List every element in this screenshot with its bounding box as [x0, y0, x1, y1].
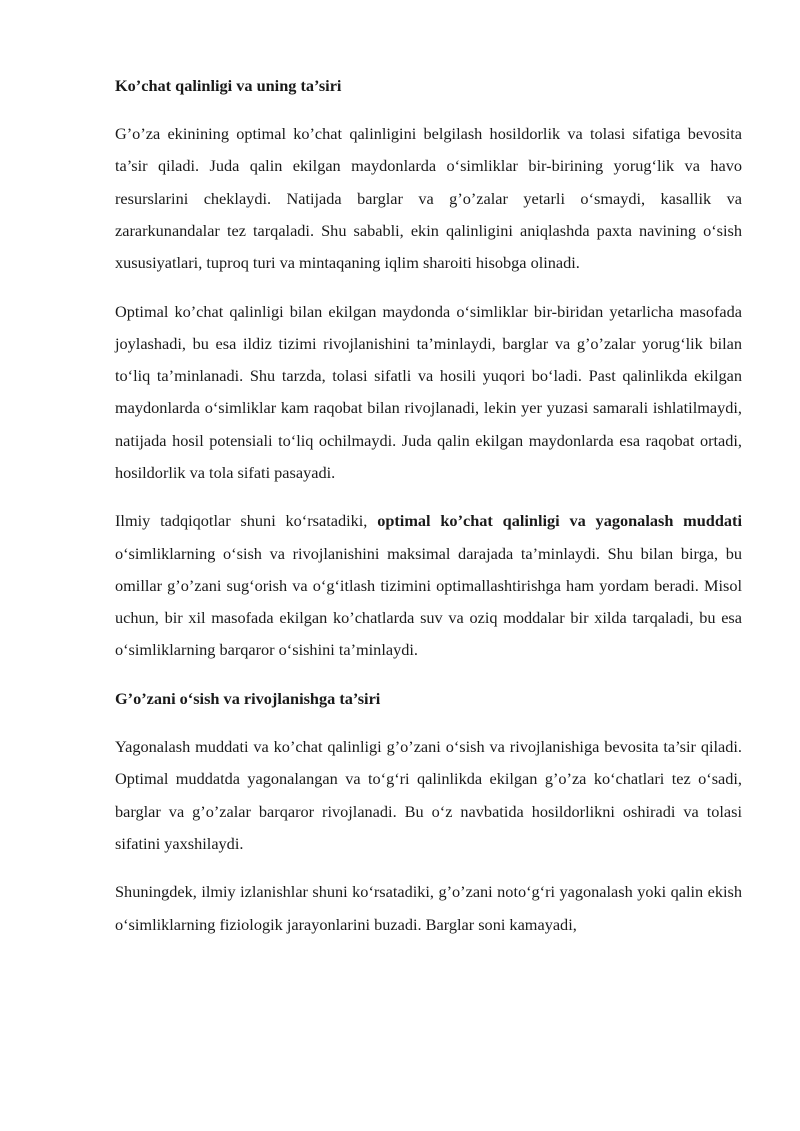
paragraph-3-start: Ilmiy tadqiqotlar shuni ko‘rsatadiki, — [115, 511, 378, 531]
paragraph-3 — [115, 505, 742, 666]
paragraph-5: Shuningdek, ilmiy izlanishlar shuni ko‘rsatadiki, g’o’zani noto‘g‘ri yagonalash yoki qalin ekish o‘simliklarning fiziologik jarayonlarini buzadi. Barglar soni kamayadi, — [115, 882, 742, 934]
section-heading-gozani-osish: G’o’zani o‘sish va rivojlanishga ta’siri — [115, 688, 381, 708]
section-heading-kochat-qalinligi: Ko’chat qalinligi va uning ta’siri — [115, 76, 342, 95]
paragraph-4: Yagonalash muddati va ko’chat qalinligi g’o’zani o‘sish va rivojlanishiga bevosita ta’sir qiladi. Optimal muddatda yagonalangan va to‘g‘ri qalinlikda ekilgan g’o’za ko‘chatlari tez o‘sadi, barglar va g’o’zalar barqaror rivojlanadi. Bu o‘z navbatida hosildorlikni oshiradi va tolasi sifatini yaxshilaydi. — [115, 737, 742, 853]
paragraph-1: G’o’za ekinining optimal ko’chat qalinligini belgilash hosildorlik va tolasi sifatiga bevosita ta’sir qiladi. Juda qalin ekilgan maydonlarda o‘simliklar bir-birining yorug‘lik va havo resurslarini cheklaydi. Natijada barglar va g’o’zalar yetarli o‘smaydi, kasallik va zararkunandalar tez tarqaladi. Shu sababli, ekin qalinligini aniqlashda paxta navining o‘sish xususiyatlari, tuproq turi va mintaqaning iqlim sharoiti hisobga olinadi. — [115, 124, 742, 273]
paragraph-3-end: o‘simliklarning o‘sish va rivojlanishini maksimal darajada ta’minlaydi. Shu bilan birga, bu omillar g’o’zani sug‘orish va o‘g‘itlash tizimini optimallashtirishga ham yordam beradi. Misol uchun, bir xil masofada ekilgan ko’chatlarda suv va oziq moddalar bir xilda tarqaladi, bu esa o‘simliklarning barqaror o‘sishini ta’minlaydi. — [115, 543, 742, 660]
paragraph-2: Optimal ko’chat qalinligi bilan ekilgan maydonda o‘simliklar bir-biridan yetarlicha masofada joylashadi, bu esa ildiz tizimi rivojlanishini ta’minlaydi, barglar va g’o’zalar yorug‘lik bilan to‘liq ta’minlanadi. Shu tarzda, tolasi sifatli va hosili yuqori bo‘ladi. Past qalinlikda ekilgan maydonlarda o‘simliklar kam raqobat bilan rivojlanadi, lekin yer yuzasi samarali ishlatilmaydi, natijada hosil potensiali to‘liq ochilmaydi. Juda qalin ekilgan maydonlarda esa raqobat ortadi, hosildorlik va tola sifati pasayadi. — [115, 301, 742, 482]
paragraph-3-bold-phrase: optimal ko’chat qalinligi va yagonalash muddati — [377, 511, 742, 531]
document-page — [115, 70, 742, 941]
